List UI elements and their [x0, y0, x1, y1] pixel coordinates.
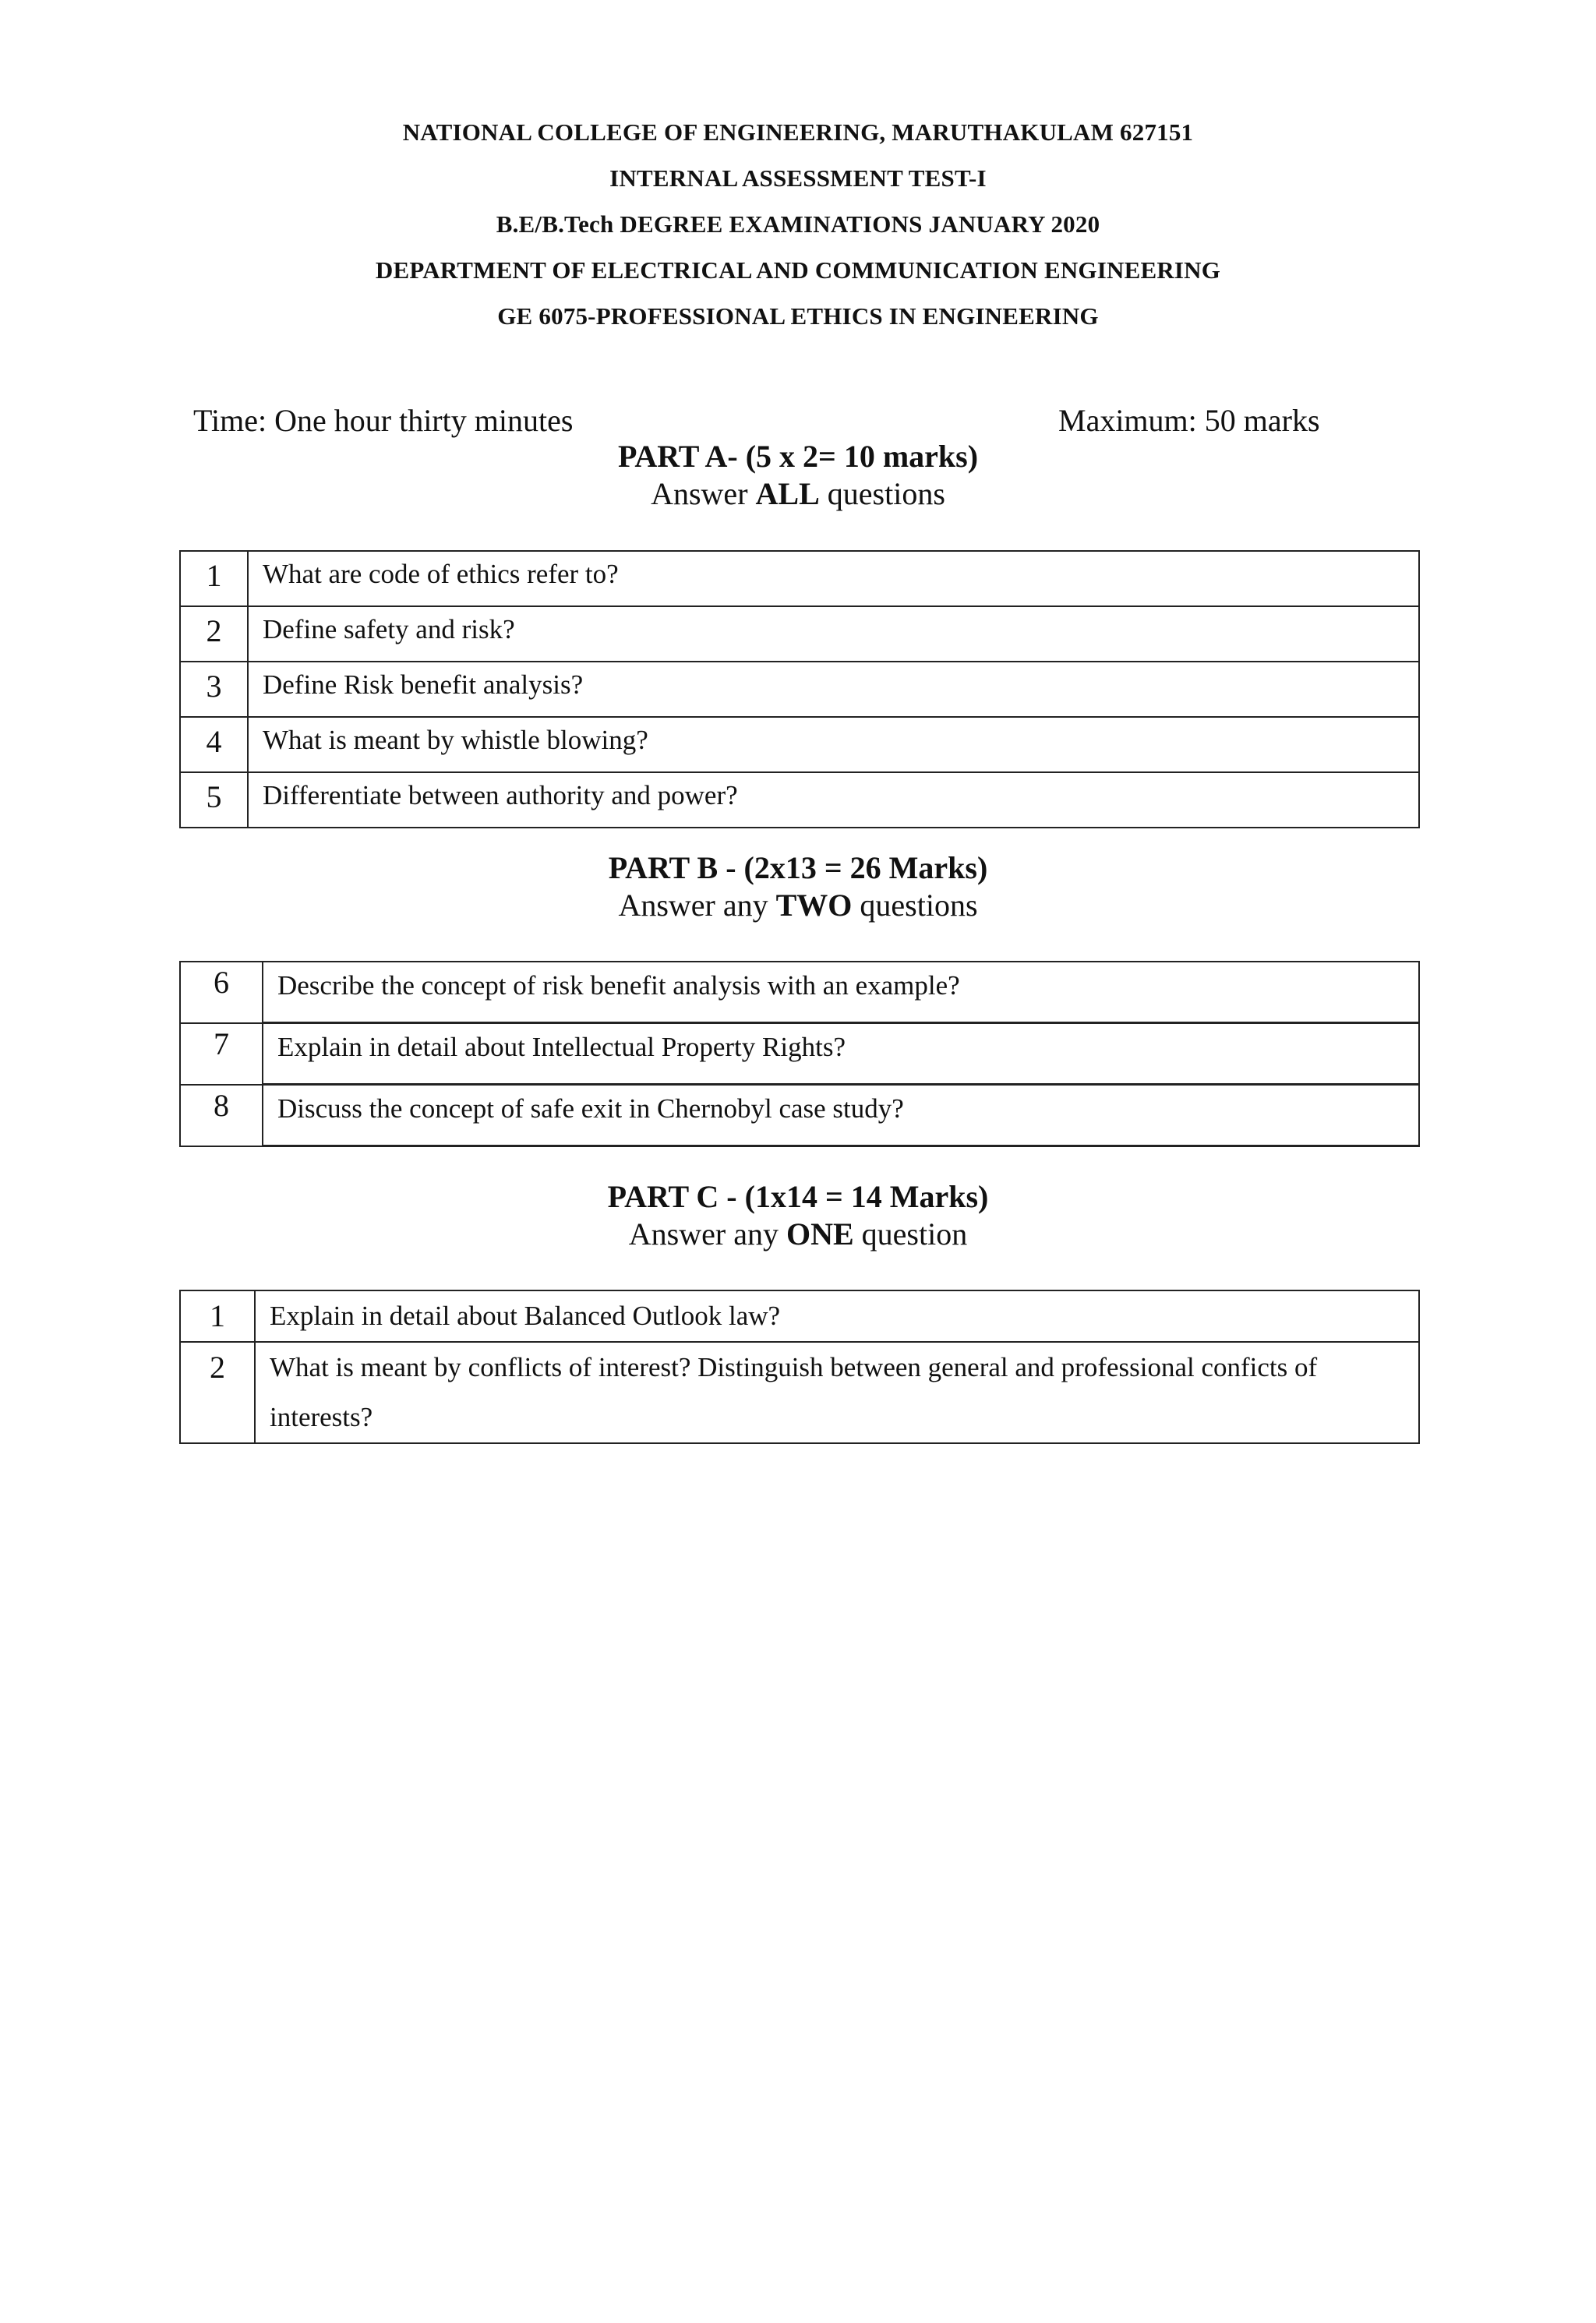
question-text: Explain in detail about Balanced Outlook law?	[255, 1290, 1419, 1342]
part-b-instruction-post: questions	[852, 888, 978, 923]
question-text: Define Risk benefit analysis?	[248, 662, 1419, 717]
question-text: Describe the concept of risk benefit analysis with an example?	[263, 962, 1419, 1023]
part-a-instruction-emphasis: ALL	[755, 476, 820, 511]
table-row	[180, 717, 1419, 772]
question-number: 1	[180, 551, 248, 606]
question-number: 2	[180, 1342, 255, 1443]
part-a-instruction-post: questions	[819, 476, 945, 511]
part-a-instruction	[0, 475, 1596, 513]
part-c-instruction-pre: Answer any	[628, 1216, 786, 1252]
question-number: 4	[180, 717, 248, 772]
table-row	[180, 606, 1419, 662]
part-a-instruction-pre: Answer	[651, 476, 756, 511]
college-name: NATIONAL COLLEGE OF ENGINEERING, MARUTHAKULAM 627151	[402, 118, 1194, 146]
question-number: 2	[180, 606, 248, 662]
table-row	[180, 1085, 1419, 1146]
part-b-title: PART B - (2x13 = 26 Marks)	[608, 850, 988, 885]
question-number: 6	[180, 962, 263, 1023]
exam-meta	[193, 399, 1333, 443]
part-c-questions-table	[179, 1290, 1420, 1444]
part-c-instruction	[0, 1216, 1596, 1253]
time-label: Time: One hour thirty minutes	[193, 403, 574, 438]
question-number: 8	[180, 1085, 263, 1146]
table-row	[180, 1342, 1419, 1443]
table-row	[180, 1023, 1419, 1085]
question-text: What is meant by conflicts of interest? Distinguish between general and professional conficts of interests?	[255, 1342, 1419, 1443]
department-name: DEPARTMENT OF ELECTRICAL AND COMMUNICATION ENGINEERING	[375, 256, 1221, 284]
part-b-instruction-emphasis: TWO	[775, 888, 853, 923]
question-text: What are code of ethics refer to?	[248, 551, 1419, 606]
question-number: 7	[180, 1023, 263, 1085]
part-b-instruction	[0, 887, 1596, 924]
part-c-instruction-emphasis: ONE	[786, 1216, 854, 1252]
table-row	[180, 772, 1419, 828]
question-text: Explain in detail about Intellectual Property Rights?	[263, 1023, 1419, 1085]
question-text: Define safety and risk?	[248, 606, 1419, 662]
question-text: Discuss the concept of safe exit in Chernobyl case study?	[263, 1085, 1419, 1146]
question-number: 5	[180, 772, 248, 828]
max-marks-label: Maximum: 50 marks	[1058, 403, 1320, 438]
question-number: 1	[180, 1290, 255, 1342]
question-number: 3	[180, 662, 248, 717]
exam-header	[0, 109, 1596, 339]
exam-name: B.E/B.Tech DEGREE EXAMINATIONS JANUARY 2020	[496, 210, 1100, 238]
table-row	[180, 551, 1419, 606]
question-text: Differentiate between authority and power?	[248, 772, 1419, 828]
part-b-instruction-pre: Answer any	[618, 888, 776, 923]
test-name: INTERNAL ASSESSMENT TEST-I	[609, 164, 987, 192]
table-row	[180, 962, 1419, 1023]
table-row	[180, 662, 1419, 717]
part-b-questions-table	[179, 961, 1420, 1147]
question-text: What is meant by whistle blowing?	[248, 717, 1419, 772]
table-row	[180, 1290, 1419, 1342]
part-c-instruction-post: question	[853, 1216, 968, 1252]
part-a-questions-table	[179, 550, 1420, 828]
course-name: GE 6075-PROFESSIONAL ETHICS IN ENGINEERING	[497, 302, 1099, 330]
part-c-title: PART C - (1x14 = 14 Marks)	[607, 1179, 989, 1214]
part-a-title: PART A- (5 x 2= 10 marks)	[617, 439, 979, 474]
